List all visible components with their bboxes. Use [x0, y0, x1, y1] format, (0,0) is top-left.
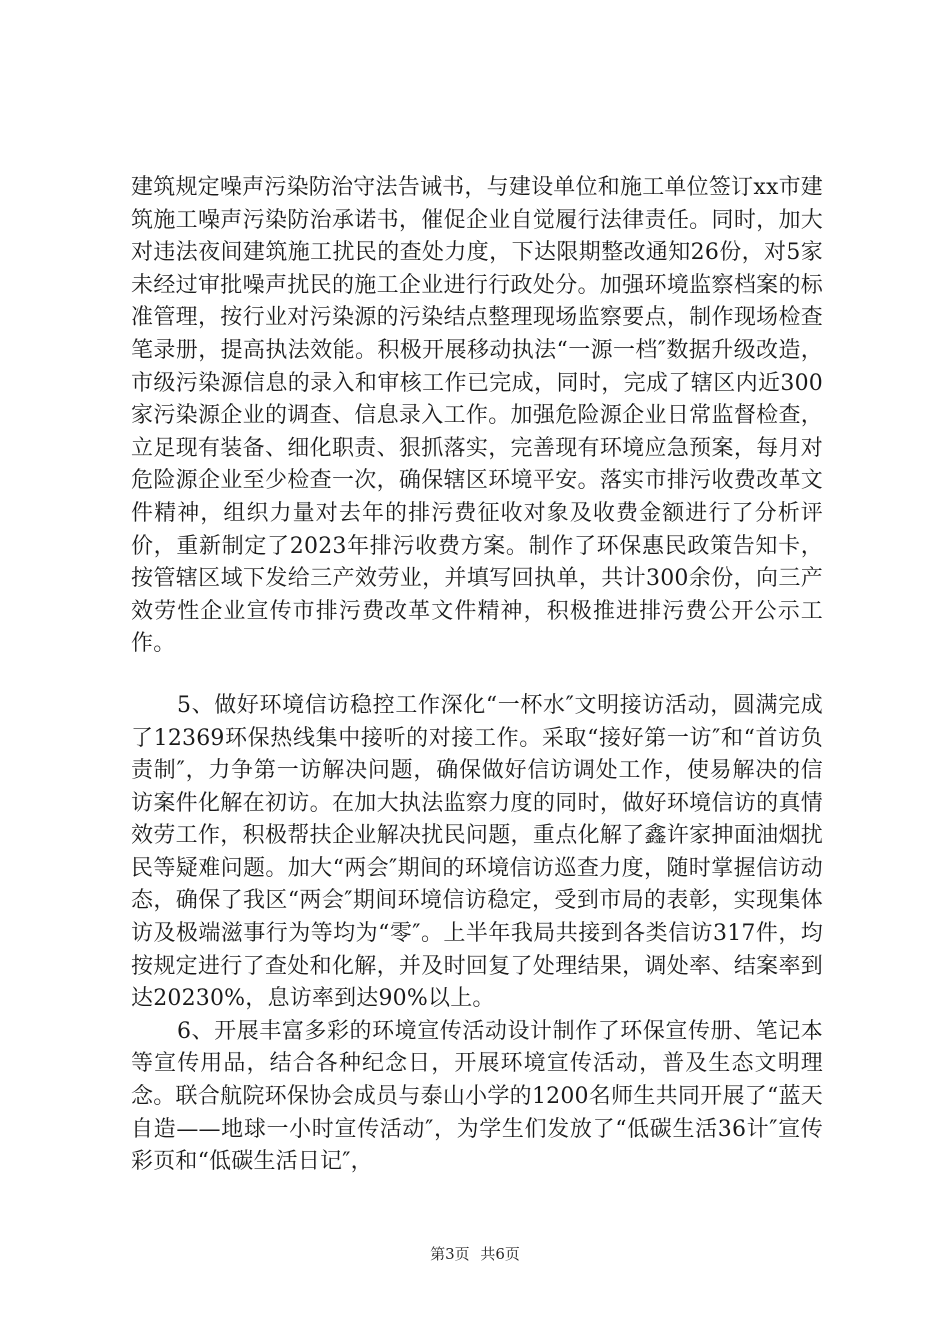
- paragraph-continued: 建筑规定噪声污染防治守法告诫书，与建设单位和施工单位签订xx市建筑施工噪声污染防治承诺书，催促企业自觉履行法律责任。同时，加大对违法夜间建筑施工扰民的查处力度，下达限期整改通知26份，对5家未经过审批噪声扰民的施工企业进行行政处分。加强环境监察档案的标准管理，按行业对污染源的污染结点整理现场监察要点，制作现场检查笔录册，提高执法效能。积极开展移动执法“一源一档″数据升级改造，市级污染源信息的录入和审核工作已完成，同时，完成了辖区内近300家污染源企业的调查、信息录入工作。加强危险源企业日常监督检查，立足现有装备、细化职责、狠抓落实，完善现有环境应急预案，每月对危险源企业至少检查一次，确保辖区环境平安。落实市排污收费改革文件精神，组织力量对去年的排污费征收对象及收费金额进行了分析评价，重新制定了2023年排污收费方案。制作了环保惠民政策告知卡，按管辖区域下发给三产效劳业，并填写回执单，共计300余份，向三产效劳性企业宣传市排污费改革文件精神，积极推进排污费公开公示工作。: [131, 175, 823, 657]
- paragraph-item-6: 6、开展丰富多彩的环境宣传活动设计制作了环保宣传册、笔记本等宣传用品，结合各种纪念日，开展环境宣传活动，普及生态文明理念。联合航院环保协会成员与泰山小学的1200名师生共同开展了“蓝天自造——地球一小时宣传活动″，为学生们发放了“低碳生活36计″宣传彩页和“低碳生活日记″，: [131, 1018, 823, 1175]
- page-total: 共6页: [480, 1245, 520, 1263]
- document-body: [131, 172, 823, 1179]
- paragraph-item-5: 5、做好环境信访稳控工作深化“一杯水″文明接访活动，圆满完成了12369环保热线集中接听的对接工作。采取“接好第一访″和“首访负责制″，力争第一访解决问题，确保做好信访调处工作，使易解决的信访案件化解在初访。在加大执法监察力度的同时，做好环境信访的真情效劳工作，积极帮扶企业解决扰民问题，重点化解了鑫许家抻面油烟扰民等疑难问题。加大“两会″期间的环境信访巡查力度，随时掌握信访动态，确保了我区“两会″期间环境信访稳定，受到市局的表彰，实现集体访及极端滋事行为等均为“零″。上半年我局共接到各类信访317件，均按规定进行了查处和化解，并及时回复了处理结果，调处率、结案率到达20230%，息访率到达90%以上。: [131, 692, 823, 1012]
- page-number: 第3页: [430, 1245, 470, 1263]
- page-footer: [0, 1243, 950, 1264]
- paragraph-spacer: [131, 661, 823, 690]
